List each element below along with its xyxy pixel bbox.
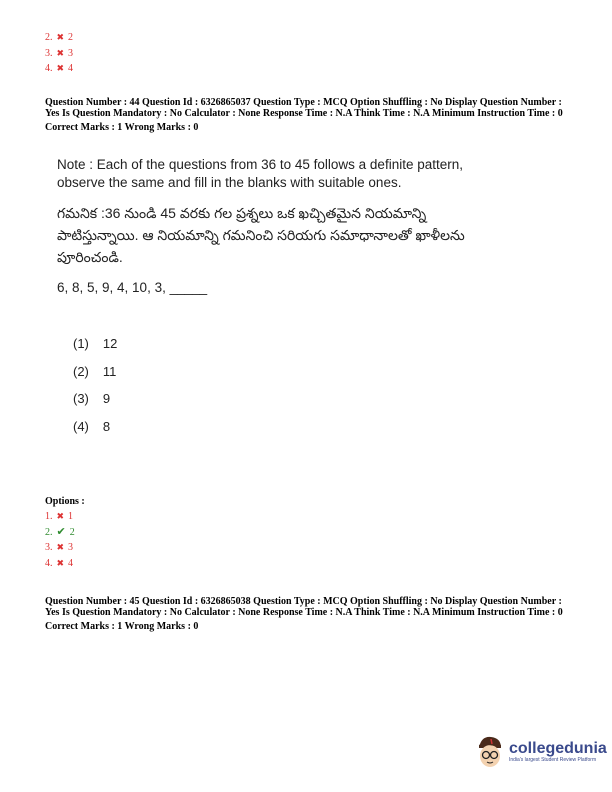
- cross-icon: ✖: [56, 511, 65, 521]
- option-label: 4: [68, 557, 74, 569]
- option-label: 3: [68, 47, 74, 59]
- option-label: 2: [69, 526, 75, 538]
- brand-tagline: India's largest Student Review Platform: [509, 757, 597, 763]
- question-44-meta: [45, 97, 565, 133]
- choice-number: (4): [73, 418, 89, 434]
- option-item: [45, 556, 75, 572]
- marks-text: Correct Marks : 1 Wrong Marks : 0: [45, 122, 199, 133]
- marks-text: Correct Marks : 1 Wrong Marks : 0: [45, 621, 199, 632]
- option-number: 2.: [45, 526, 53, 538]
- choice-number: (2): [73, 363, 89, 379]
- option-item: [45, 61, 73, 77]
- choice-item: [73, 336, 117, 364]
- cross-icon: ✖: [56, 542, 65, 552]
- option-number: 4.: [45, 63, 53, 74]
- cross-icon: ✖: [56, 32, 65, 42]
- choice-number: (3): [73, 391, 89, 406]
- option-item: [45, 540, 75, 556]
- number-sequence: 6, 8, 5, 9, 4, 10, 3, _____: [57, 280, 208, 295]
- check-icon: ✔: [56, 525, 66, 538]
- cross-icon: ✖: [56, 557, 65, 568]
- cross-icon: ✖: [56, 47, 65, 58]
- question-44-options: [45, 509, 75, 571]
- option-label: 3: [68, 542, 74, 553]
- mascot-icon: [475, 734, 505, 770]
- brand-name: collegedunia: [509, 740, 607, 757]
- choice-item: [73, 391, 117, 419]
- question-meta-text: Question Number : 45 Question Id : 6326865038 Question Type : MCQ Option Shuffling : No Display Question Number : Yes Is Question Mandatory : No Calculator : None Response Time : N.A Think Time : N.A Minimum Instruction Time : 0: [45, 596, 563, 618]
- choice-number: (1): [73, 336, 89, 351]
- choice-value: 12: [102, 336, 118, 351]
- question-44-choices: [73, 336, 117, 446]
- option-item: [45, 509, 75, 525]
- option-number: 1.: [45, 511, 53, 522]
- choice-value: 9: [102, 391, 111, 406]
- option-number: 4.: [45, 557, 53, 569]
- question-meta-text: Question Number : 44 Question Id : 6326865037 Question Type : MCQ Option Shuffling : No Display Question Number : Yes Is Question Mandatory : No Calculator : None Response Time : N.A Think Time : N.A Minimum Instruction Time : 0: [45, 97, 563, 119]
- options-title: Options :: [45, 496, 85, 507]
- option-item-correct: [45, 525, 75, 541]
- option-label: 1: [68, 511, 74, 522]
- option-number: 2.: [45, 32, 53, 43]
- choice-item: [73, 419, 117, 447]
- question-45-meta: [45, 596, 565, 632]
- collegedunia-logo: [475, 734, 607, 770]
- note-english: Note : Each of the questions from 36 to 45 follows a definite pattern, observe the same and fill in the blanks with suitable ones.: [57, 157, 463, 190]
- choice-value: 11: [102, 363, 117, 379]
- cross-icon: ✖: [56, 63, 65, 73]
- option-item: [45, 30, 73, 46]
- previous-options-list: [45, 30, 73, 77]
- question-44-body: [57, 156, 497, 295]
- note-telugu: గమనిక :36 నుండి 45 వరకు గల ప్రశ్నలు ఒక ఖచ్చితమైన నియమాన్ని పాటిస్తున్నాయి. ఆ నియమాన్ని గమనించి సరియగు సమాధానాలతో ఖాళీలను పూరించండి.: [57, 205, 465, 265]
- option-label: 4: [68, 63, 74, 74]
- choice-item: [73, 364, 117, 392]
- option-label: 2: [68, 32, 74, 43]
- option-number: 3.: [45, 47, 53, 59]
- option-item: [45, 46, 73, 62]
- option-number: 3.: [45, 542, 53, 553]
- choice-value: 8: [102, 418, 111, 434]
